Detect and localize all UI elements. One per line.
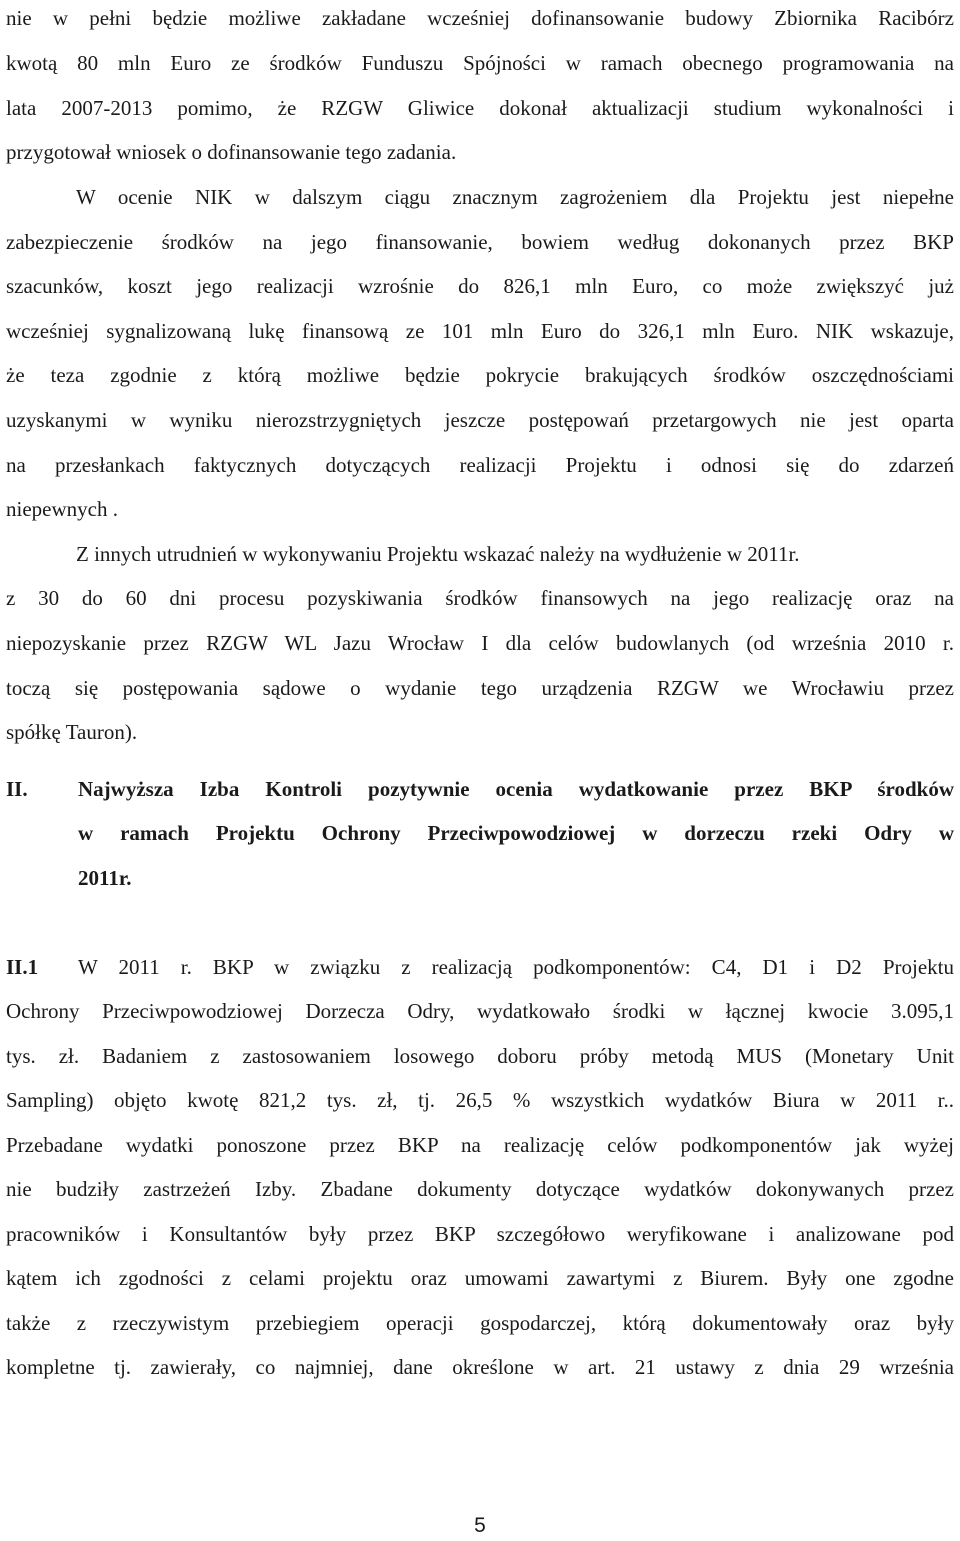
paragraph-line: niepozyskanie przez RZGW WL Jazu Wrocław I dla celów budowlanych (od września 2010 r. [6,631,954,655]
paragraph-line: nie w pełni będzie możliwe zakładane wcześniej dofinansowanie budowy Zbiornika Racibórz [6,6,954,30]
paragraph-line: lata 2007-2013 pomimo, że RZGW Gliwice dokonał aktualizacji studium wykonalności i [6,96,954,120]
paragraph-line: kwotą 80 mln Euro ze środków Funduszu Spójności w ramach obecnego programowania na [6,51,954,75]
paragraph-line: zabezpieczenie środków na jego finansowanie, bowiem według dokonanych przez BKP [6,230,954,254]
paragraph-line: pracowników i Konsultantów były przez BKP szczegółowo weryfikowane i analizowane pod [6,1222,954,1246]
paragraph-line: szacunków, koszt jego realizacji wzrośnie do 826,1 mln Euro, co może zwiększyć już [6,274,954,298]
paragraph-line: na przesłankach faktycznych dotyczących realizacji Projektu i odnosi się do zdarzeń [6,453,954,477]
subsection-number: II.1 [6,955,39,979]
paragraph-line: wcześniej sygnalizowaną lukę finansową ze 101 mln Euro do 326,1 mln Euro. NIK wskazuje, [6,319,954,343]
paragraph-line: niepewnych . [6,497,118,521]
paragraph-line: kompletne tj. zawierały, co najmniej, dane określone w art. 21 ustawy z dnia 29 września [6,1355,954,1379]
paragraph-line: także z rzeczywistym przebiegiem operacji gospodarczej, którą dokumentowały oraz były [6,1311,954,1335]
paragraph-line: tys. zł. Badaniem z zastosowaniem losowego doboru próby metodą MUS (Monetary Unit [6,1044,954,1068]
paragraph-line: toczą się postępowania sądowe o wydanie tego urządzenia RZGW we Wrocławiu przez [6,676,954,700]
paragraph-line: nie budziły zastrzeżeń Izby. Zbadane dokumenty dotyczące wydatków dokonywanych przez [6,1177,954,1201]
paragraph-line: Ochrony Przeciwpowodziowej Dorzecza Odry, wydatkowało środki w łącznej kwocie 3.095,1 [6,999,954,1023]
paragraph-line: Sampling) objęto kwotę 821,2 tys. zł, tj. 26,5 % wszystkich wydatków Biura w 2011 r.. [6,1088,954,1112]
paragraph-line: W ocenie NIK w dalszym ciągu znacznym zagrożeniem dla Projektu jest niepełne [76,185,954,209]
paragraph-line: W 2011 r. BKP w związku z realizacją podkomponentów: C4, D1 i D2 Projektu [78,955,954,979]
section-heading-line: 2011r. [78,866,132,890]
section-heading-line: Najwyższa Izba Kontroli pozytywnie ocenia wydatkowanie przez BKP środków [78,777,954,801]
paragraph-line: Z innych utrudnień w wykonywaniu Projektu wskazać należy na wydłużenie w 2011r. [76,542,800,566]
page-number: 5 [474,1514,486,1537]
paragraph-line: z 30 do 60 dni procesu pozyskiwania środków finansowych na jego realizację oraz na [6,586,954,610]
paragraph-line: kątem ich zgodności z celami projektu oraz umowami zawartymi z Biurem. Były one zgodne [6,1266,954,1290]
section-heading-line: w ramach Projektu Ochrony Przeciwpowodziowej w dorzeczu rzeki Odry w [78,821,954,845]
paragraph-line: przygotował wniosek o dofinansowanie tego zadania. [6,140,457,164]
paragraph-line: uzyskanymi w wyniku nierozstrzygniętych jeszcze postępowań przetargowych nie jest oparta [6,408,954,432]
paragraph-line: spółkę Tauron). [6,720,138,744]
paragraph-line: że teza zgodnie z którą możliwe będzie pokrycie brakujących środków oszczędnościami [6,363,954,387]
paragraph-line: Przebadane wydatki ponoszone przez BKP na realizację celów podkomponentów jak wyżej [6,1133,954,1157]
section-number: II. [6,777,28,801]
